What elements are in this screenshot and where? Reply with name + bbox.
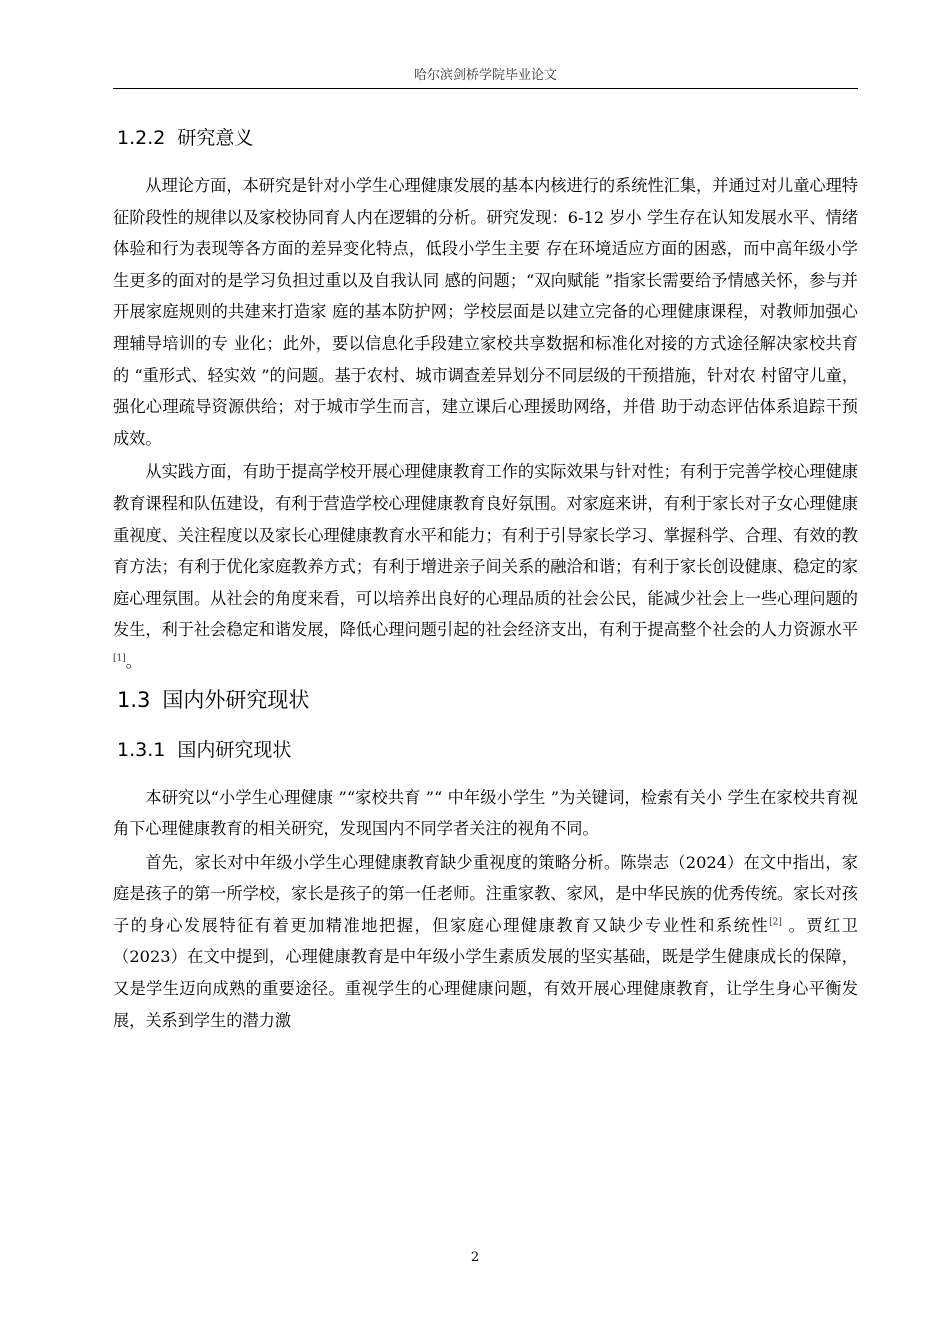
section-title: 研究意义: [177, 127, 254, 149]
section-heading-1-3: [117, 680, 858, 720]
section-title: 国内外研究现状: [162, 687, 310, 712]
section-heading-1-3-1: [117, 730, 858, 770]
paragraph-practice: 从实践方面，有助于提高学校开展心理健康教育工作的实际效果与针对性；有利于完善学校心理健康教育课程和队伍建设，有利于营造学校心理健康教育良好氛围。对家庭来讲，有利于家长对子女心理健康重视度、关注程度以及家长心理健康教育水平和能力；有利于引导家长学习、掌握科学、合理、有效的教育方法；有利于优化家庭教养方式；有利于增进亲子间关系的融洽和谐；有利于家长创设健康、稳定的家庭心理氛围。从社会的角度来看，可以培养出良好的心理品质的社会公民，能减少社会上一些心理问题的发生，利于社会稳定和谐发展，降低心理问题引起的社会经济支出，有利于提高整个社会的人力资源水平[1]。: [113, 462, 858, 671]
page-body: [113, 118, 858, 1038]
section-number: 1.2.2: [117, 127, 166, 149]
paragraph-keywords: 本研究以“小学生心理健康 ”“家校共育 ”“ 中年级小学生 ”为关键词，检索有关小 学生在家校共育视角下心理健康教育的相关研究，发现国内不同学者关注的视角不同。: [113, 787, 858, 839]
running-header: 哈尔滨剑桥学院毕业论文: [413, 68, 557, 83]
header-rule: [113, 88, 858, 89]
section-number: 1.3.1: [117, 738, 166, 761]
section-title: 国内研究现状: [177, 738, 292, 761]
section-number: 1.3: [117, 687, 151, 712]
section-heading-1-2-2: [117, 118, 858, 158]
paragraph-first: 首先，家长对中年级小学生心理健康教育缺少重视度的策略分析。陈崇志（2024）在文中指出，家庭是孩子的第一所学校，家长是孩子的第一任老师。注重家教、家风，是中华民族的优秀传统。家长对孩子的身心发展特征有着更加精准地把握，但家庭心理健康教育又缺少专业性和系统性[2] 。贾红卫（2023）在文中提到，心理健康教育是中年级小学生素质发展的坚实基础，既是学生健康成长的保障，又是学生迈向成熟的重要途径。重视学生的心理健康问题，有效开展心理健康教育，让学生身心平衡发展，关系到学生的潜力激: [113, 852, 858, 1030]
page-number: 2: [470, 1250, 480, 1265]
paragraph-theory: 从理论方面，本研究是针对小学生心理健康发展的基本内核进行的系统性汇集，并通过对儿童心理特征阶段性的规律以及家校协同育人内在逻辑的分析。研究发现：6-12 岁小 学生存在认知发展水平、情绪体验和行为表现等各方面的差异变化特点，低段小学生主要 存在环境适应方面的困惑，而中高年级小学生更多的面对的是学习负担过重以及自我认同 感的问题；“双向赋能 ”指家长需要给予情感关怀，参与并开展家庭规则的共建来打造家 庭的基本防护网；学校层面是以建立完备的心理健康课程，对教师加强心理辅导培训的专 业化；此外，要以信息化手段建立家校共享数据和标准化对接的方式途径解决家校共育的 “重形式、轻实效 ”的问题。基于农村、城市调查差异划分不同层级的干预措施，针对农 村留守儿童，强化心理疏导资源供给；对于城市学生而言，建立课后心理援助网络，并借 助于动态评估体系追踪干预成效。: [113, 176, 858, 448]
citation-marker: [1]: [113, 653, 126, 664]
citation-marker: [2]: [769, 917, 782, 928]
